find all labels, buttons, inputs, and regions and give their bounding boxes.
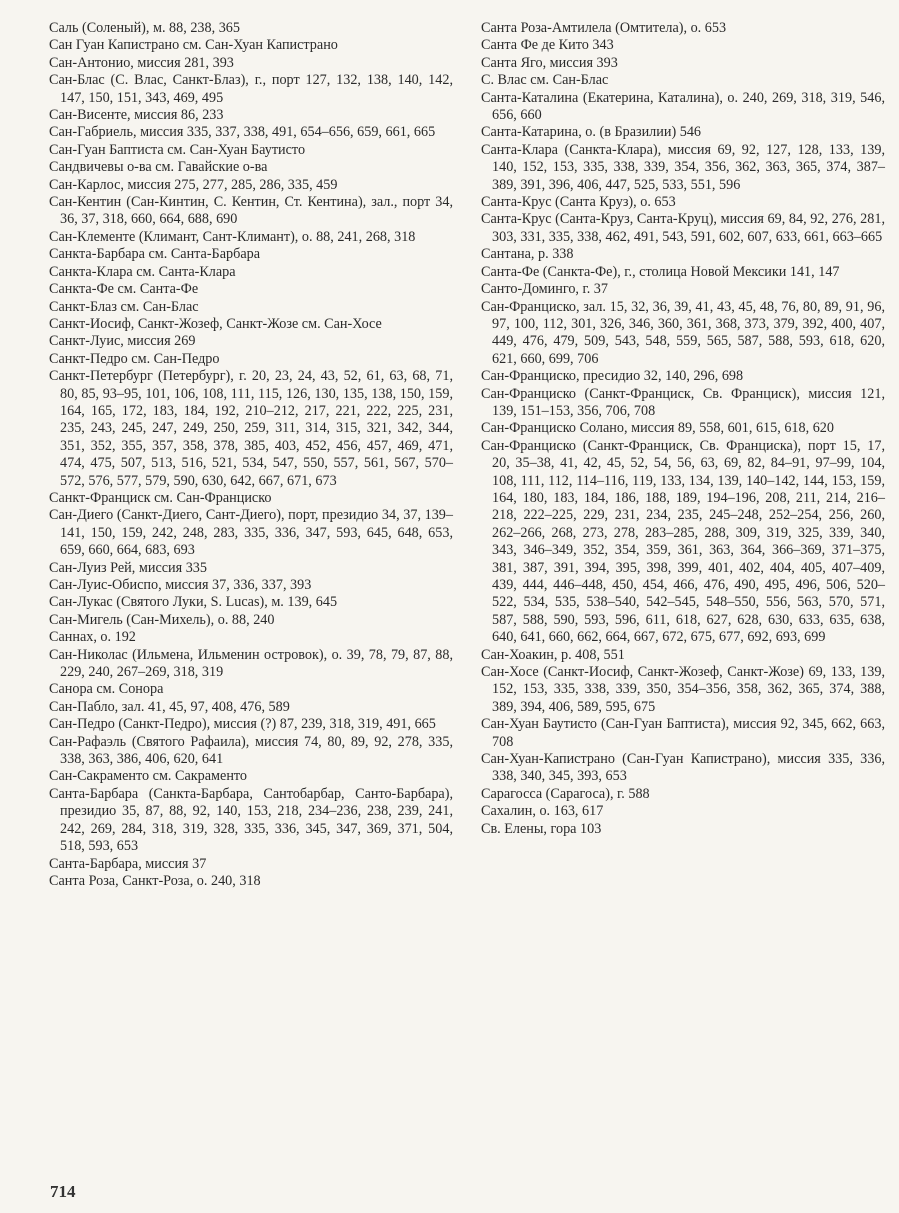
index-entry: Сан-Рафаэль (Святого Рафаила), миссия 74, 80, 89, 92, 278, 335, 338, 363, 386, 406, 620, 641 [49,733,453,768]
index-entry: Санта Фе де Кито 343 [481,37,614,54]
index-entry: Санкт-Луис, миссия 269 [49,333,196,350]
index-entry: Сан-Антонио, миссия 281, 393 [49,54,234,71]
index-entry: Санта-Крус (Санта Круз), о. 653 [481,194,676,211]
index-entry: Сан-Франциско, зал. 15, 32, 36, 39, 41, 43, 45, 48, 76, 80, 89, 91, 96, 97, 100, 112, 301, 326, 346, 360, 361, 368, 373, 379, 392, 400, 407, 449, 476, 479, 509, 543, 548, 559, 565, 587, 588, 593, 618, 620, 621, 660, 699, 706 [481,298,885,367]
index-entry: Сан-Габриель, миссия 335, 337, 338, 491, 654–656, 659, 661, 665 [49,124,436,141]
index-entry: Сан-Хуан-Капистрано (Сан-Гуан Капистрано), миссия 335, 336, 338, 340, 345, 393, 653 [481,751,885,785]
index-entry: Санора см. Сонора [49,681,164,698]
index-entry: С. Влас см. Сан-Блас [481,72,609,89]
index-entry: Санта Роза, Санкт-Роза, о. 240, 318 [49,872,261,889]
index-entry: Сан-Франциско (Санкт-Франциск, Св. Франциска), порт 15, 17, 20, 35–38, 41, 42, 45, 52, 54, 56, 63, 69, 82, 84–91, 97–99, 104, 108, 111, 112, 114–116, 119, 133, 134, 139, 140–142, 144, 153, 159, 164, 180, 183, 184, 186, 188, 189, 194–196, 208, 211, 214, 216–218, 222–225, 229, 231, 234, 235, 245–248, 252–254, 256, 260, 262–266, 268, 273, 278, 283–285, 288, 309, 319, 325, 339, 340, 343, 346–349, 352, 354, 359, 361, 363, 364, 366–369, 371–375, 381, 387, 391, 394, 395, 398, 399, 401, 402, 404, 405, 407–409, 439, 444, 446–448, 450, 454, 466, 476, 490, 495, 496, 506, 520–522, 534, 535, 538–540, 542–545, 548–550, 556, 563, 570, 571, 587, 588, 590, 593, 596, 611, 618, 627, 628, 630, 633, 635, 638, 640, 641, 660, 662, 664, 667, 672, 675, 677, 692, 693, 699 [481,437,885,646]
index-entry: Санкта-Фе см. Санта-Фе [49,281,199,298]
index-entry: Сан-Мигель (Сан-Михель), о. 88, 240 [49,611,275,628]
index-entry: Сан-Лукас (Святого Луки, S. Lucas), м. 139, 645 [49,594,338,611]
index-entry: Сан-Франциско (Санкт-Франциск, Св. Франциск), миссия 121, 139, 151–153, 356, 706, 708 [481,385,885,419]
index-entry: Санта-Каталина (Екатерина, Каталина), о. 240, 269, 318, 319, 546, 656, 660 [481,89,885,124]
index-entry: Саннах, о. 192 [49,629,136,646]
index-entry: Сан-Хуан Баутисто (Сан-Гуан Баптиста), миссия 92, 345, 662, 663, 708 [481,716,885,750]
index-entry: Сан-Франциско Солано, миссия 89, 558, 601, 615, 618, 620 [481,420,834,437]
index-entry: Санта-Барбара, миссия 37 [49,855,207,872]
index-entry: Санта-Клара (Санкта-Клара), миссия 69, 92, 127, 128, 133, 139, 140, 152, 153, 335, 338, 339, 354, 356, 362, 363, 365, 374, 387–389, 391, 396, 406, 447, 525, 533, 551, 596 [481,141,885,193]
index-entry: Сан-Хоакин, р. 408, 551 [481,646,625,663]
index-entry: Сан-Кентин (Сан-Кинтин, С. Кентин, Ст. Кентина), зал., порт 34, 36, 37, 318, 660, 664, 688, 690 [49,194,453,228]
index-entry: Санта Роза-Амтилела (Омтитела), о. 653 [481,20,727,36]
index-entry: Сарагосса (Сарагоса), г. 588 [481,785,650,802]
index-entry: Санкт-Педро см. Сан-Педро [49,350,220,367]
index-entry: Сан Гуан Капистрано см. Сан-Хуан Капистрано [49,37,338,54]
index-entry: Саль (Соленый), м. 88, 238, 365 [49,20,240,36]
index-entry: Санта-Крус (Санта-Круз, Санта-Круц), миссия 69, 84, 92, 276, 281, 303, 331, 335, 338, 462, 491, 543, 591, 602, 607, 633, 661, 663–665 [481,211,885,245]
index-entry: Сан-Сакраменто см. Сакраменто [49,768,248,785]
index-entry: Санкт-Петербург (Петербург), г. 20, 23, 24, 43, 52, 61, 63, 68, 71, 80, 85, 93–95, 101, 106, 108, 111, 115, 126, 130, 135, 138, 150, 159, 164, 165, 172, 183, 184, 192, 210–212, 217, 221, 222, 225, 231, 235, 243, 245, 247, 249, 250, 259, 311, 314, 315, 321, 342, 344, 351, 352, 355, 357, 358, 378, 385, 403, 452, 456, 457, 469, 471, 474, 475, 507, 513, 516, 521, 534, 547, 550, 557, 561, 567, 570–572, 576, 577, 579, 590, 630, 642, 667, 671, 673 [49,368,453,489]
index-entry: Санкт-Иосиф, Санкт-Жозеф, Санкт-Жозе см. Сан-Хосе [49,315,382,332]
index-entry: Санкта-Клара см. Санта-Клара [49,263,236,280]
index-entry: Санкт-Блаз см. Сан-Блас [49,298,199,315]
index-entry: Санкта-Барбара см. Санта-Барбара [49,246,261,263]
index-entry: Сан-Висенте, миссия 86, 233 [49,107,224,124]
index-entry: Сантана, р. 338 [481,246,574,263]
index-entry: Сан-Клементе (Климант, Сант-Климант), о. 88, 241, 268, 318 [49,228,416,245]
index-entry: Сан-Карлос, миссия 275, 277, 285, 286, 335, 459 [49,176,338,193]
index-entry: Сандвичевы о-ва см. Гавайские о-ва [49,159,268,176]
index-entry: Сан-Хосе (Санкт-Иосиф, Санкт-Жозеф, Санкт-Жозе) 69, 133, 139, 152, 153, 335, 338, 339, 350, 354–356, 358, 362, 365, 374, 388, 389, 394, 406, 589, 595, 675 [481,664,885,715]
index-entry: Сан-Гуан Баптиста см. Сан-Хуан Баутисто [49,141,306,158]
left-column [49,20,453,890]
index-entry: Сан-Диего (Санкт-Диего, Сант-Диего), порт, президио 34, 37, 139–141, 150, 159, 242, 248, 283, 335, 336, 347, 593, 645, 648, 653, 659, 660, 664, 683, 693 [49,507,453,559]
index-entry: Сан-Луис-Обиспо, миссия 37, 336, 337, 393 [49,577,312,593]
page-number: 714 [50,1182,76,1201]
index-entry: Сан-Луиз Рей, миссия 335 [49,559,207,576]
index-entry: Санта-Барбара (Санкта-Барбара, Сантобарбар, Санто-Барбара), президио 35, 87, 88, 92, 140, 153, 218, 234–236, 238, 239, 241, 242, 269, 284, 318, 319, 328, 335, 336, 345, 347, 369, 371, 504, 518, 593, 653 [49,785,453,855]
index-entry: Св. Елены, гора 103 [481,820,602,837]
index-entry: Сан-Блас (С. Влас, Санкт-Блаз), г., порт 127, 132, 138, 140, 142, 147, 150, 151, 343, 469, 495 [49,72,453,106]
right-column [481,20,885,838]
index-entry: Сан-Пабло, зал. 41, 45, 97, 408, 476, 589 [49,698,290,715]
index-entry: Санкт-Франциск см. Сан-Франциско [49,489,272,506]
index-entry: Санто-Доминго, г. 37 [481,281,608,298]
index-entry: Сан-Николас (Ильмена, Ильменин островок), о. 39, 78, 79, 87, 88, 229, 240, 267–269, 318, 319 [49,646,453,681]
index-entry: Сан-Франциско, пресидио 32, 140, 296, 698 [481,368,744,385]
index-entry: Сахалин, о. 163, 617 [481,803,604,820]
index-entry: Санта-Фе (Санкта-Фе), г., столица Новой Мексики 141, 147 [481,263,840,280]
index-entry: Сан-Педро (Санкт-Педро), миссия (?) 87, 239, 318, 319, 491, 665 [49,716,436,733]
index-entry: Санта Яго, миссия 393 [481,54,618,71]
index-entry: Санта-Катарина, о. (в Бразилии) 546 [481,124,702,141]
